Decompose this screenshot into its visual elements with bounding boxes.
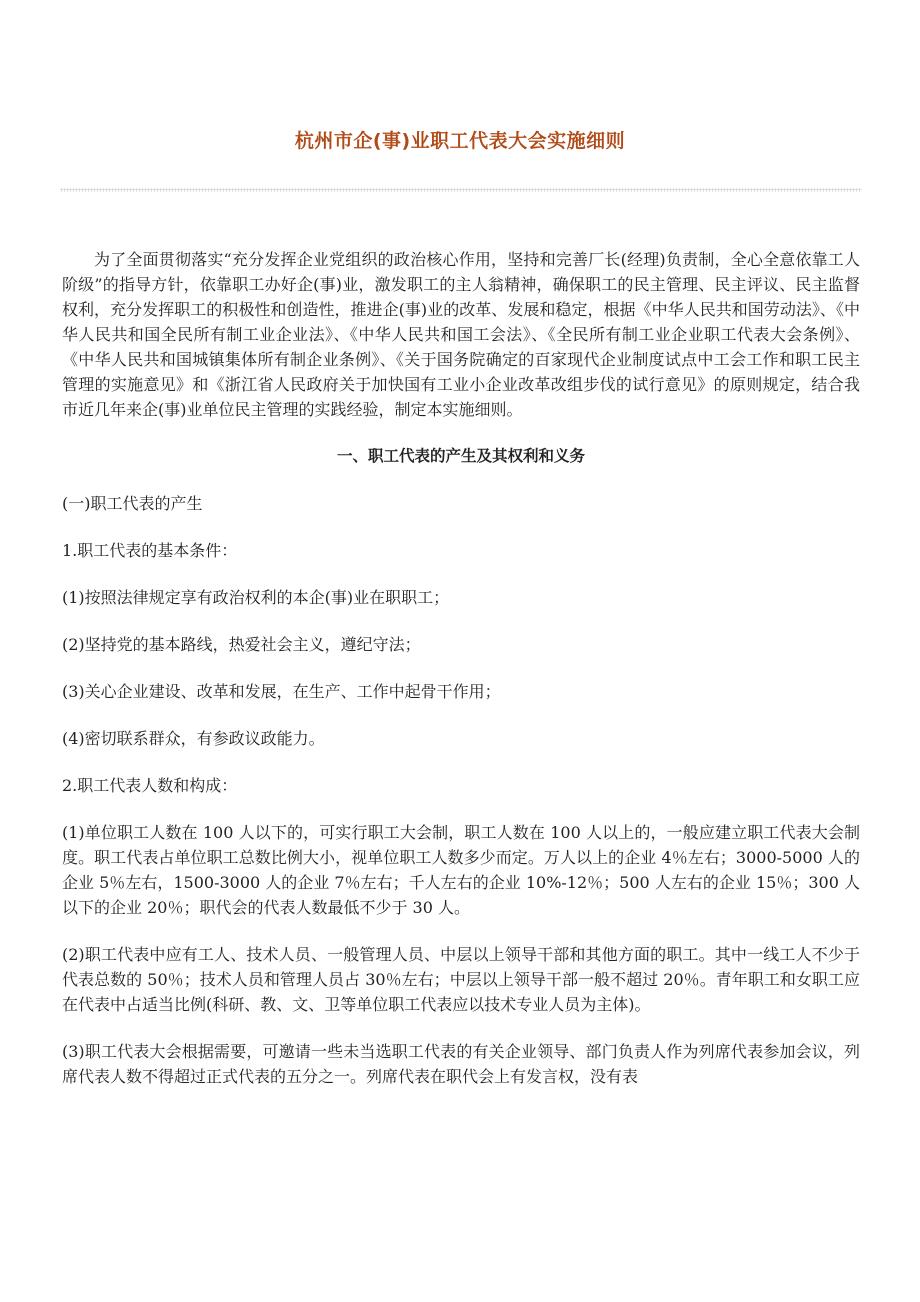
item-heading: 2.职工代表人数和构成：	[62, 776, 238, 795]
list-item: (1)单位职工人数在 100 人以下的，可实行职工大会制，职工人数在 100 人以上的，一般应建立职工代表大会制度。职工代表占单位职工总数比例大小，视单位职工人数多少而定。万人以上的企业 4％左右；3000-5000 人的企业 5％左右，1500-3000 人的企业 7％左右；千人左右的企业 10%-12％；500 人左右的企业 15％；300 人以下的企业 20％；职代会的代表人数最低不少于 30 人。	[62, 823, 860, 917]
intro-paragraph: 为了全面贯彻落实“充分发挥企业党组织的政治核心作用，坚持和完善厂长(经理)负责制，全心全意依靠工人阶级”的指导方针，依靠职工办好企(事)业，激发职工的主人翁精神，确保职工的民主管理、民主评议、民主监督权利，充分发挥职工的积极性和创造性，推进企(事)业的改革、发展和稳定，根据《中华人民共和国劳动法》、《中华人民共和国全民所有制工业企业法》、《中华人民共和国工会法》、《全民所有制工业企业职工代表大会条例》、《中华人民共和国城镇集体所有制企业条例》、《关于国务院确定的百家现代企业制度试点中工会工作和职工民主管理的实施意见》和《浙江省人民政府关于加快国有工业小企业改革改组步伐的试行意见》的原则规定，结合我市近几年来企(事)业单位民主管理的实践经验，制定本实施细则。	[62, 250, 860, 419]
subsection-heading: (一)职工代表的产生	[62, 494, 203, 513]
section-heading: 一、职工代表的产生及其权利和义务	[336, 447, 585, 465]
list-item: (2)坚持党的基本路线，热爱社会主义，遵纪守法；	[62, 635, 421, 654]
list-item: (4)密切联系群众，有参政议政能力。	[62, 729, 325, 748]
list-item: (1)按照法律规定享有政治权利的本企(事)业在职职工；	[62, 588, 450, 607]
list-item: (3)职工代表大会根据需要，可邀请一些未当选职工代表的有关企业领导、部门负责人作为列席代表参加会议，列席代表人数不得超过正式代表的五分之一。列席代表在职代会上有发言权，没有表	[62, 1042, 860, 1086]
document-body	[62, 247, 860, 1111]
item-heading: 1.职工代表的基本条件：	[62, 541, 238, 560]
list-item: (3)关心企业建设、改革和发展，在生产、工作中起骨干作用；	[62, 682, 501, 701]
document-title: 杭州市企(事)业职工代表大会实施细则	[294, 130, 626, 152]
dotted-divider	[60, 188, 862, 192]
list-item: (2)职工代表中应有工人、技术人员、一般管理人员、中层以上领导干部和其他方面的职工。其中一线工人不少于代表总数的 50％；技术人员和管理人员占 30％左右；中层以上领导干部一般不超过 20％。青年职工和女职工应在代表中占适当比例(科研、教、文、卫等单位职工代表应以技术专业人员为主体)。	[62, 945, 860, 1014]
